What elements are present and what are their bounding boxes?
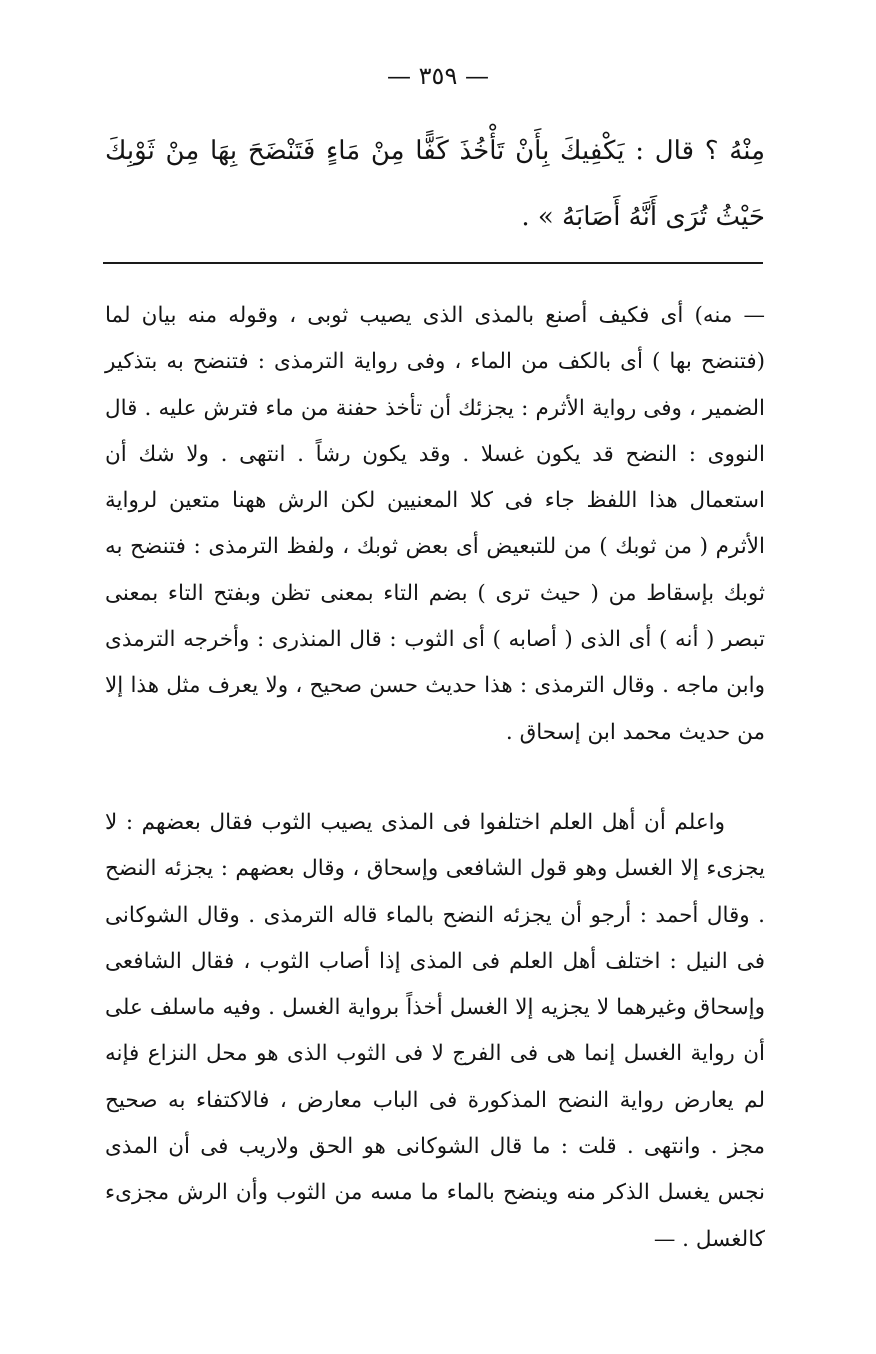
commentary-paragraph: — منه) أى فكيف أصنع بالمذى الذى يصيب ثوبى ، وقوله منه بيان لما (فتنضح بها ) أى بالكف من الماء ، وفى رواية الترمذى : فتنضح به بتذكير الضمير ، وفى رواية الأثرم : يجزئك أن تأخذ حفنة من ماء فترش عليه . قال النووى : النضح قد يكون غسلا . وقد يكون رشاً . انتهى . ولا شك أن استعمال هذا اللفظ جاء فى كلا المعنيين لكن الرش ههنا متعين لرواية الأثرم ( من ثوبك ) من للتبعيض أى بعض ثوبك ، ولفظ الترمذى : فتنضح به ثوبك بإسقاط من ( حيث ترى ) بضم التاء بمعنى تظن وبفتح التاء بمعنى تبصر ( أنه ) أى الذى ( أصابه ) أى الثوب : قال المنذرى : وأخرجه الترمذى وابن ماجه . وقال الترمذى : هذا حديث حسن صحيح ، ولا يعرف مثل هذا إلا من حديث محمد ابن إسحاق . [105,303,765,745]
section-divider [103,262,763,264]
hadith-text-block [105,118,765,250]
page-number: — ٣٥٩ — [387,62,489,90]
commentary-block-1 [105,293,765,756]
commentary-block-2 [105,800,765,1263]
commentary-paragraph: واعلم أن أهل العلم اختلفوا فى المذى يصيب الثوب فقال بعضهم : لا يجزىء إلا الغسل وهو قول الشافعى وإسحاق ، وقال بعضهم : يجزئه النضح . وقال أحمد : أرجو أن يجزئه النضح بالماء قاله الترمذى . وقال الشوكانى فى النيل : اختلف أهل العلم فى المذى إذا أصاب الثوب ، فقال الشافعى وإسحاق وغيرهما لا يجزيه إلا الغسل أخذاً برواية الغسل . وفيه ماسلف على أن رواية الغسل إنما هى فى الفرج لا فى الثوب الذى هو محل النزاع فإنه لم يعارض رواية النضح المذكورة فى الباب معارض ، فالاكتفاء به صحيح مجز . وانتهى . قلت : ما قال الشوكانى هو الحق ولاريب فى أن المذى نجس يغسل الذكر منه وينضح بالماء ما مسه من الثوب وأن الرش مجزىء كالغسل . — [105,810,765,1252]
hadith-text: مِنْهُ ؟ قال : يَكْفِيكَ بِأَنْ تَأْخُذَ كَفًّا مِنْ مَاءٍ فَتَنْضَحَ بِهَا مِنْ ثَوْبِكَ حَيْثُ تُرَى أَنَّهُ أَصَابَهُ » . [105,136,765,232]
